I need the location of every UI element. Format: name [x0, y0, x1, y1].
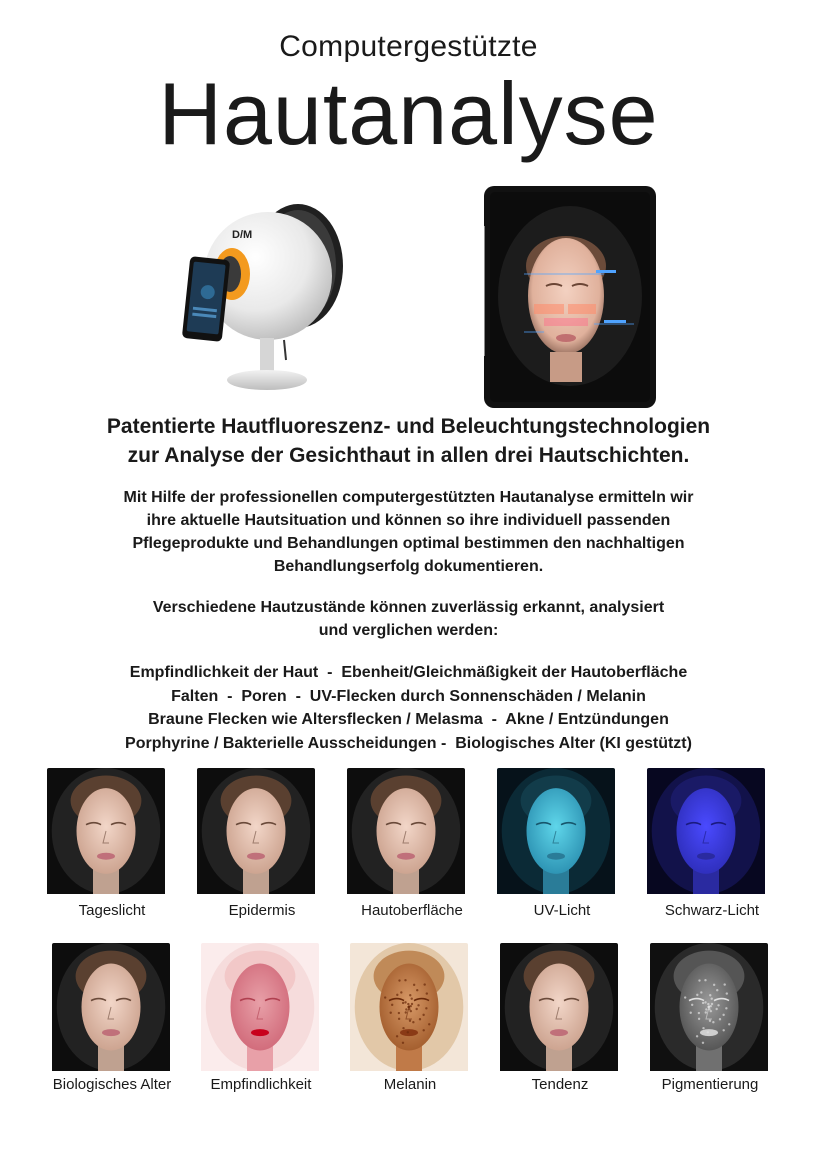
face-image	[201, 943, 319, 1071]
skin-analyzer-device-image	[180, 200, 350, 395]
supertitle: Computergestützte	[279, 30, 538, 63]
page-title: Hautanalyse	[158, 64, 659, 163]
thumbnail-caption: Epidermis	[228, 902, 296, 919]
thumbnail-caption: Biologisches Alter	[52, 1076, 172, 1093]
intro-line: Behandlungserfolg dokumentieren.	[273, 558, 544, 575]
conditions-intro	[40, 596, 777, 642]
face-image	[647, 768, 765, 894]
face-image	[497, 768, 615, 894]
conditions-intro-line: und verglichen werden:	[318, 622, 499, 639]
face-thumbnail	[47, 768, 165, 899]
face-image	[47, 768, 165, 894]
intro-paragraph	[40, 486, 777, 578]
thumbnail-caption: UV-Licht	[533, 902, 591, 919]
intro-line: Pflegeprodukte und Behandlungen optimal bestimmen den nachhaltigen	[132, 535, 685, 552]
conditions-line: Porphyrine / Bakterielle Ausscheidungen - Biologisches Alter (KI gestützt)	[125, 734, 692, 752]
face-thumbnail	[52, 943, 170, 1076]
face-thumbnail	[347, 768, 465, 899]
headline-line: Patentierte Hautfluoreszenz- und Beleuchtungstechnologien	[106, 415, 711, 438]
conditions-intro-line: Verschiedene Hautzustände können zuverlässig erkannt, analysiert	[152, 599, 665, 616]
conditions-line: Falten - Poren - UV-Flecken durch Sonnenschäden / Melanin	[171, 687, 646, 705]
face-thumbnail	[497, 768, 615, 899]
face-thumbnail	[201, 943, 319, 1076]
thumbnail-caption: Tendenz	[531, 1076, 589, 1093]
face-image	[347, 768, 465, 894]
thumbnail-caption: Schwarz-Licht	[664, 902, 760, 919]
face-image	[350, 943, 468, 1071]
face-image	[650, 943, 768, 1071]
conditions-line: Braune Flecken wie Altersflecken / Melasma - Akne / Entzündungen	[148, 711, 669, 728]
thumbnail-caption: Hautoberfläche	[361, 902, 463, 919]
thumbnail-caption: Pigmentierung	[661, 1076, 759, 1093]
face-thumbnail	[500, 943, 618, 1076]
headline	[20, 412, 797, 470]
device-logo	[232, 229, 252, 241]
face-thumbnail	[647, 768, 765, 899]
conditions-line: Empfindlichkeit der Haut - Ebenheit/Gleichmäßigkeit der Hautoberfläche	[129, 664, 688, 681]
intro-line: Mit Hilfe der professionellen computergestützten Hautanalyse ermitteln wir	[123, 489, 694, 506]
face-image	[197, 768, 315, 894]
conditions-list	[20, 661, 797, 755]
headline-line: zur Analyse der Gesichthaut in allen drei Hautschichten.	[127, 444, 690, 467]
thumbnail-caption: Tageslicht	[78, 902, 146, 919]
thumbnail-caption: Melanin	[383, 1076, 437, 1093]
face-image	[500, 943, 618, 1071]
intro-line: ihre aktuelle Hautsituation und können so ihre individuell passenden	[146, 512, 671, 529]
face-image	[52, 943, 170, 1071]
device-logo-text: D/M	[232, 229, 253, 241]
tablet-analysis-image	[484, 186, 656, 408]
thumbnail-caption: Empfindlichkeit	[210, 1076, 312, 1093]
face-thumbnail	[350, 943, 468, 1076]
face-thumbnail	[197, 768, 315, 899]
face-thumbnail	[650, 943, 768, 1076]
